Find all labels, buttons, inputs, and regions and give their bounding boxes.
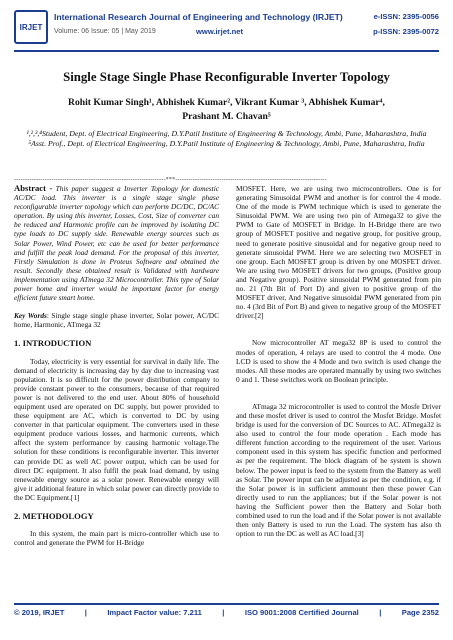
page-number: Page 2352	[401, 608, 439, 617]
eissn: e-ISSN: 2395-0056	[373, 12, 439, 21]
methodology-paragraph-3: ATmaga 32 microcontroller is used to control the Mosfe Driver and these mosfet driver is used to control the Mosfet Bridge. Mosfet bridge is used for the conversion of DC Sources to AC. ATmega32 is also used to control the four mode operation . Each mode has different function according to the requirement of the user. Various component used in this system has specific function and performed as per the requirement. The block diagram of he system is shown below. The power input is feed to the system from the Battery as well as Solar. The power input can be adjusted as per the condition, e.g. if the Solar power is in sufficient ammount then these power Can directly used to run the appliances; but if the Solar power is not having the Sufficient power then the Battery and Solar both combined used to run the load and if the Solar power is not available then only Battery is used to run the Load. The system has also th option to run the DC as well as AC load.[3]	[236, 401, 441, 539]
paper-title: Single Stage Single Phase Reconfigurable Inverter Topology	[63, 70, 390, 84]
journal-url[interactable]: www.irjet.net	[196, 27, 243, 36]
authors-line-1: Rohit Kumar Singh¹, Abhishek Kumar², Vikrant Kumar ³, Abhishek Kumar⁴,	[68, 97, 385, 108]
affiliation-students: ¹,²,³,⁴Student, Dept. of Electrical Engineering, D.Y.Patil Institute of Engineering & Technology, Ambi, Pune, Maharashtra, India	[26, 129, 427, 138]
keywords-text: : Single stage single phase inverter, Solar power, AC/DC home, Harmonic, ATmega 32	[14, 311, 219, 330]
keywords-label: Key Words	[14, 311, 47, 321]
footer-separator: |	[84, 608, 87, 617]
introduction-heading: 1. INTRODUCTION	[14, 338, 92, 349]
journal-header	[14, 10, 439, 48]
pissn: p-ISSN: 2395-0072	[373, 27, 439, 36]
methodology-text: In this system, the main part is micro-controller which use to control and generate the PWM for H-Bridge	[14, 529, 219, 548]
footer-separator: |	[379, 608, 382, 617]
header-divider	[14, 50, 439, 52]
logo-text: IRJET	[19, 22, 43, 32]
authors-line-2: Prashant M. Chavan⁵	[182, 111, 271, 122]
abstract-label: Abstract -	[14, 183, 53, 193]
methodology-paragraph-2: Now microcontroller AT mega32 8P is used to control the modes of operation, 4 relays are used to control the 4 mode. One LCD is used to show the 4 Mode and two switch is used change the modes. All these modes are operated manually by using two switches 0 and 1. These switches work on Boolean principle.	[236, 338, 441, 384]
author-list	[20, 96, 433, 124]
impact-factor: Impact Factor value: 7.211	[107, 608, 202, 617]
journal-title: International Research Journal of Engineering and Technology (IRJET)	[54, 12, 343, 22]
irjet-logo	[14, 10, 48, 44]
copyright: © 2019, IRJET	[14, 608, 65, 617]
abstract	[14, 184, 219, 302]
affiliation-professor: ⁵Asst. Prof., Dept. of Electrical Engineering, D.Y.Patil Institute of Engineering & Technology, Ambi, Pune, Maharashtra, India	[28, 138, 425, 148]
footer-separator: |	[222, 608, 225, 617]
affiliations	[24, 129, 429, 148]
methodology-paragraph-1: MOSFET. Here, we are using two microcontrollers. One is for generating Sinusoidal PWM and another is for control the 4 mode. One of the mode is PWM technique which is used to generate the Sinusoidal PWM. We are using two pin of Atmega32 to give the PWM to Gate of MOSFET in Bridge. In H-Bridge there are two group of MOSFET positive and negative group, for positive group, need to generate positive sinusoidal and for negative group need to generate sinusoidal PWM. Here we are selecting two MOSFET in one group. Each MOSFET group is driven by one MOSFET driver. We are using two MOSFET drivers for two groups, (Positive group and Negative group). Positive sinusoidal PWM generated from pin no. 21 (7th Bit of Port D) and given to positive group of the MOSFET driver, And Negative sinusoidal PWM generated from pin no. 4 (3rd Bit of Port B) and given to negative group of the MOSFET driver.[2]	[236, 184, 441, 321]
keywords	[14, 311, 219, 329]
iso-certification: ISO 9001:2008 Certified Journal	[244, 608, 359, 617]
section-separator: ---------------------------------------------------------------------***---------------------------------------------------------------------	[14, 177, 327, 183]
left-column	[14, 184, 219, 547]
right-column	[236, 184, 441, 538]
abstract-text: This paper suggest a Inverter Topology for domestic AC/DC load. This inverter is a single stage single phase reconfigurable inverter topology which can perform DC/DC, DC/AC operation. By using this inverter, Losses, Cost, Size of converter can be reduced and Harmonic profile can be improved by isolating DC type loads to DC supply side. Renewable energy sources such as Solar Power, Wind Power, etc can be used for better performance and fulfill the peak load demand. For the proposal of this inverter, Firstly Simulation is done in Proteus Software and obtained the result. Secondly these obtained result is Validated with hardware implementation using ATmega 32 Microcontroller. This type of Solar power home and inverter would be important factor for energy efficient future smart home.	[14, 184, 219, 303]
journal-footer	[14, 608, 439, 617]
volume-issue: Volume: 06 Issue: 05 | May 2019	[54, 28, 156, 35]
methodology-heading: 2. METHODOLOGY	[14, 511, 94, 521]
footer-divider	[14, 603, 439, 605]
introduction-text: Today, electricity is very essential for survival in daily life. The demand of electricity is increasing day by day due to increasing vast population. It is so difficult for the power distribution company to provide constant power to the consumers, because of that required power is not delivered to the end user. About 80% of household equipment used are operated on DC supply, but power provided to these equipment are AC, which is converted to DC by using converter in that particular equipment. The converters used in these equipment produce various losses, and harmonic currents, which affect the system performance by causing harmonic voltage.The solution for these conditions is reconfigurable inverter. This inverter can provide DC as well AC power output, which can be used for direct DC equipment. It also fulfil the peak load demand, by using renewable energy source as a solar power. Renewable energy will give it additional feature in which solar power can directly provide to the DC Equipment.[1]	[14, 356, 219, 502]
